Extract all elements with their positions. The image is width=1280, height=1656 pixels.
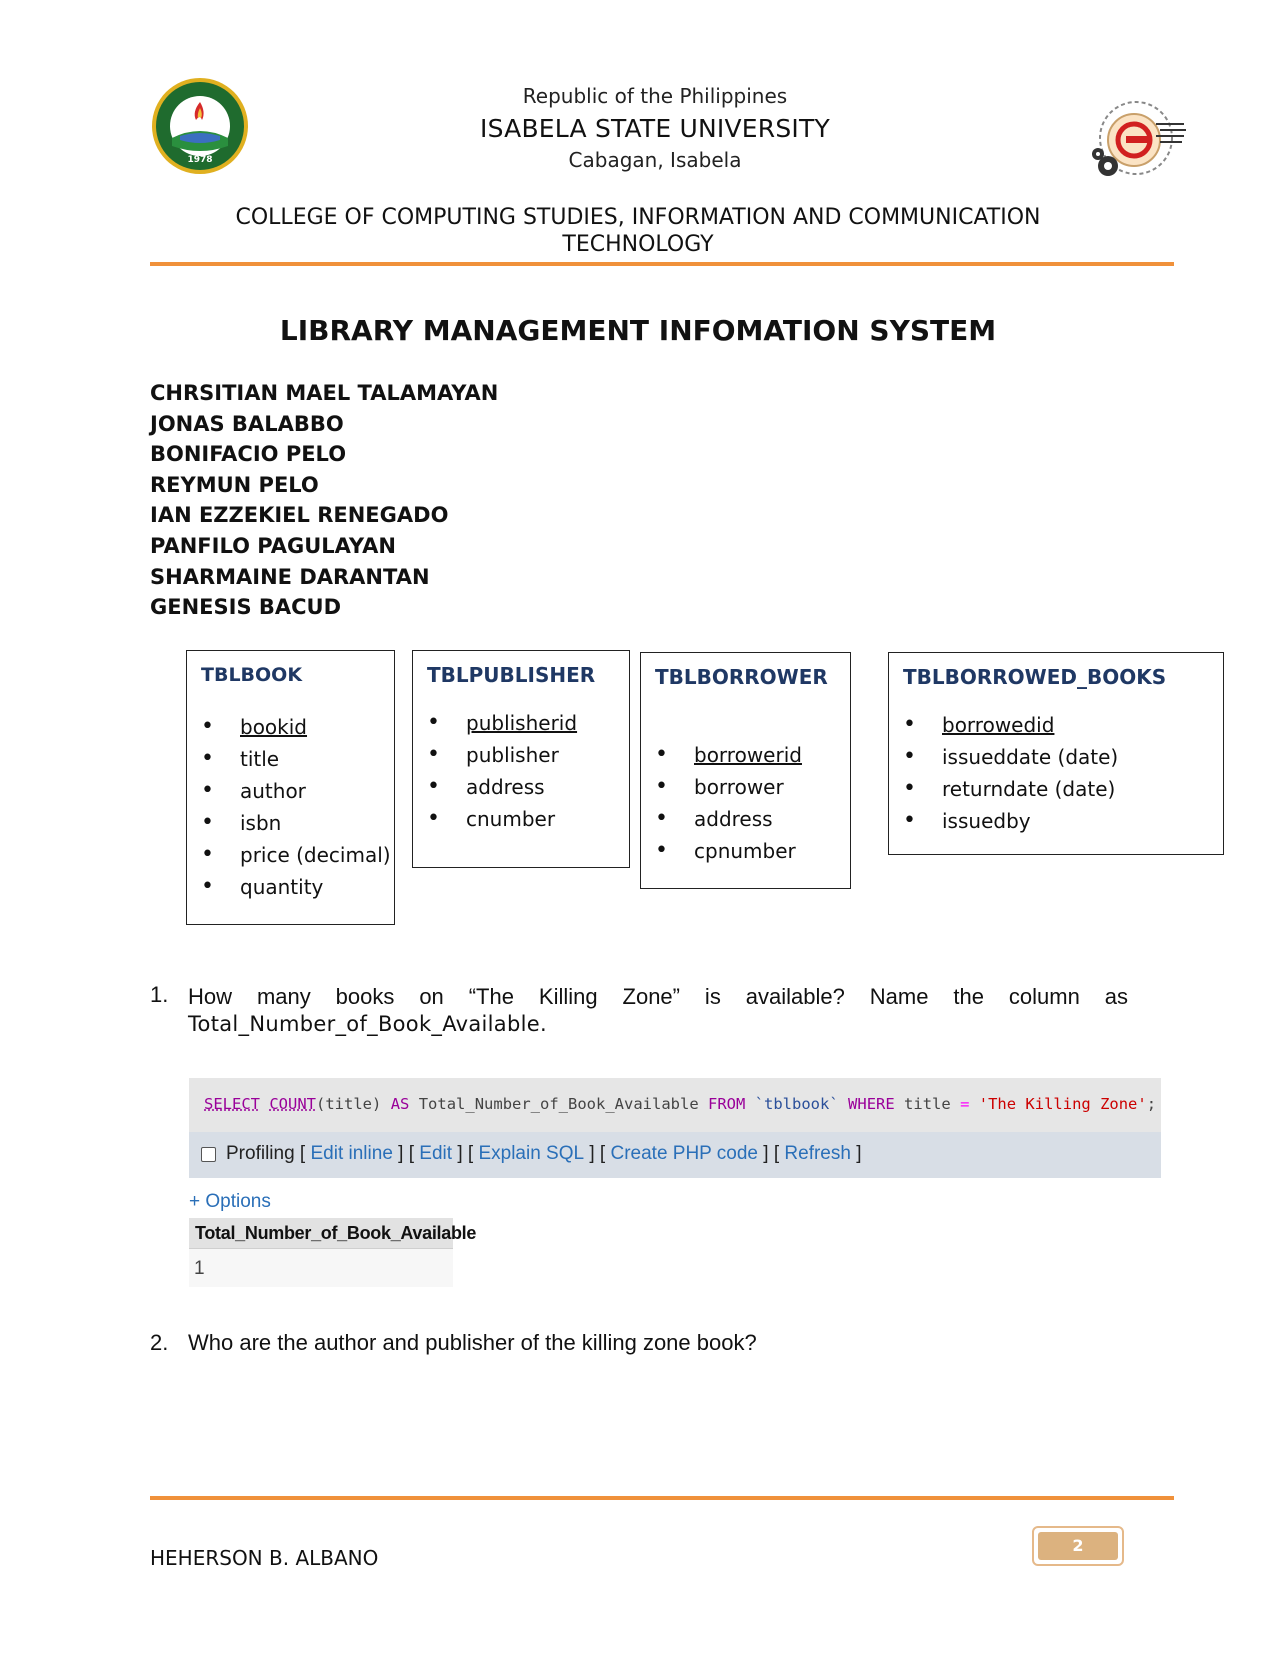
field-item: • issueddate (date) xyxy=(903,741,1118,773)
field-item: • borrowedid xyxy=(903,709,1118,741)
sql-terminator: ; xyxy=(1146,1095,1157,1113)
sql-function-count: COUNT xyxy=(269,1095,317,1113)
result-column-label: Total_Number_of_Book_Available xyxy=(195,1223,477,1243)
entity-title: TBLBOOK xyxy=(201,664,303,686)
result-value: 1 xyxy=(194,1258,205,1279)
sql-table: `tblbook` xyxy=(754,1095,839,1113)
sql-keyword-from: FROM xyxy=(708,1095,746,1113)
create-php-code-link[interactable]: Create PHP code xyxy=(610,1143,758,1164)
member-name: JONAS BALABBO xyxy=(150,411,344,436)
profiling-label: Profiling xyxy=(226,1143,295,1164)
field-item: • issuedby xyxy=(903,805,1118,837)
sql-keyword-as: AS xyxy=(390,1095,410,1113)
member-name: IAN EZZEKIEL RENEGADO xyxy=(150,503,449,528)
member-name: SHARMAINE DARANTAN xyxy=(150,564,430,589)
refresh-link[interactable]: Refresh xyxy=(784,1143,851,1164)
document-title: LIBRARY MANAGEMENT INFOMATION SYSTEM xyxy=(279,314,997,347)
question-text: Who are the author and publisher of the killing zone book? xyxy=(188,1330,757,1355)
options-link[interactable]: + Options xyxy=(189,1191,271,1212)
sql-keyword-where: WHERE xyxy=(848,1095,895,1113)
field-item: • quantity xyxy=(201,871,391,903)
university-name: ISABELA STATE UNIVERSITY xyxy=(480,114,830,143)
field-item: • address xyxy=(427,771,577,803)
entity-title: TBLPUBLISHER xyxy=(427,663,596,687)
result-column-header[interactable] xyxy=(189,1218,477,1249)
college-name: COLLEGE OF COMPUTING STUDIES, INFORMATION AND COMMUNICATION TECHNOLOGY xyxy=(235,205,1041,257)
field-item: • publisherid xyxy=(427,707,577,739)
entity-tblpublisher xyxy=(412,650,630,868)
field-item: • address xyxy=(655,803,802,835)
field-item: • price (decimal) xyxy=(201,839,391,871)
sql-column: title xyxy=(904,1095,951,1113)
field-item: • borrower xyxy=(655,771,802,803)
university-location: Cabagan, Isabela xyxy=(568,148,742,172)
result-cell xyxy=(189,1249,453,1287)
field-list xyxy=(201,711,391,903)
sql-arg: (title) xyxy=(316,1095,382,1113)
member-name: PANFILO PAGULAYAN xyxy=(150,533,396,558)
header-divider xyxy=(150,262,1174,266)
footer-author: HEHERSON B. ALBANO xyxy=(150,1546,379,1570)
sql-string: 'The Killing Zone' xyxy=(978,1095,1147,1113)
page-number-badge xyxy=(1032,1526,1124,1566)
field-item: • cpnumber xyxy=(655,835,802,867)
question-text: How many books on “The Killing Zone” is available? Name the column as xyxy=(188,984,1128,1009)
sql-operator: = xyxy=(960,1095,970,1113)
edit-inline-link[interactable]: Edit inline xyxy=(310,1143,393,1164)
field-item: • bookid xyxy=(201,711,391,743)
member-list xyxy=(150,378,498,623)
page-number: 2 xyxy=(1038,1532,1118,1560)
field-list xyxy=(427,707,577,835)
field-item: • borrowerid xyxy=(655,739,802,771)
sql-query xyxy=(204,1095,1156,1113)
entity-title: TBLBORROWED_BOOKS xyxy=(903,665,1167,689)
entity-tblborrowed-books xyxy=(888,652,1224,855)
member-name: GENESIS BACUD xyxy=(150,595,342,620)
entity-tblbook xyxy=(186,650,395,925)
profiling-checkbox[interactable] xyxy=(201,1147,216,1162)
explain-sql-link[interactable]: Explain SQL xyxy=(478,1143,585,1164)
sql-alias: Total_Number_of_Book_Available xyxy=(418,1095,699,1113)
field-item: • author xyxy=(201,775,391,807)
field-item: • cnumber xyxy=(427,803,577,835)
question-text-continued: Total_Number_of_Book_Available. xyxy=(188,1012,547,1036)
entity-tblborrower xyxy=(640,652,851,889)
question-number: 1. xyxy=(150,982,169,1007)
member-name: BONIFACIO PELO xyxy=(150,442,347,467)
question-number: 2. xyxy=(150,1330,169,1355)
sql-query-box xyxy=(189,1078,1161,1132)
seal-year: 1978 xyxy=(187,155,213,165)
query-toolbar: Profiling [ Edit inline ] [ Edit ] [ Explain SQL ] [ Create PHP code ] [ Refresh ] xyxy=(189,1132,1161,1178)
footer-divider xyxy=(150,1496,1174,1500)
edit-link[interactable]: Edit xyxy=(419,1143,453,1164)
field-item: • title xyxy=(201,743,391,775)
republic-line: Republic of the Philippines xyxy=(522,84,788,108)
member-name: REYMUN PELO xyxy=(150,472,319,497)
field-item: • publisher xyxy=(427,739,577,771)
field-item: • returndate (date) xyxy=(903,773,1118,805)
entity-title: TBLBORROWER xyxy=(655,665,828,689)
field-list xyxy=(655,739,802,867)
field-item: • isbn xyxy=(201,807,391,839)
sql-keyword-select: SELECT xyxy=(204,1095,260,1113)
member-name: CHRSITIAN MAEL TALAMAYAN xyxy=(150,381,499,405)
field-list xyxy=(903,709,1118,837)
